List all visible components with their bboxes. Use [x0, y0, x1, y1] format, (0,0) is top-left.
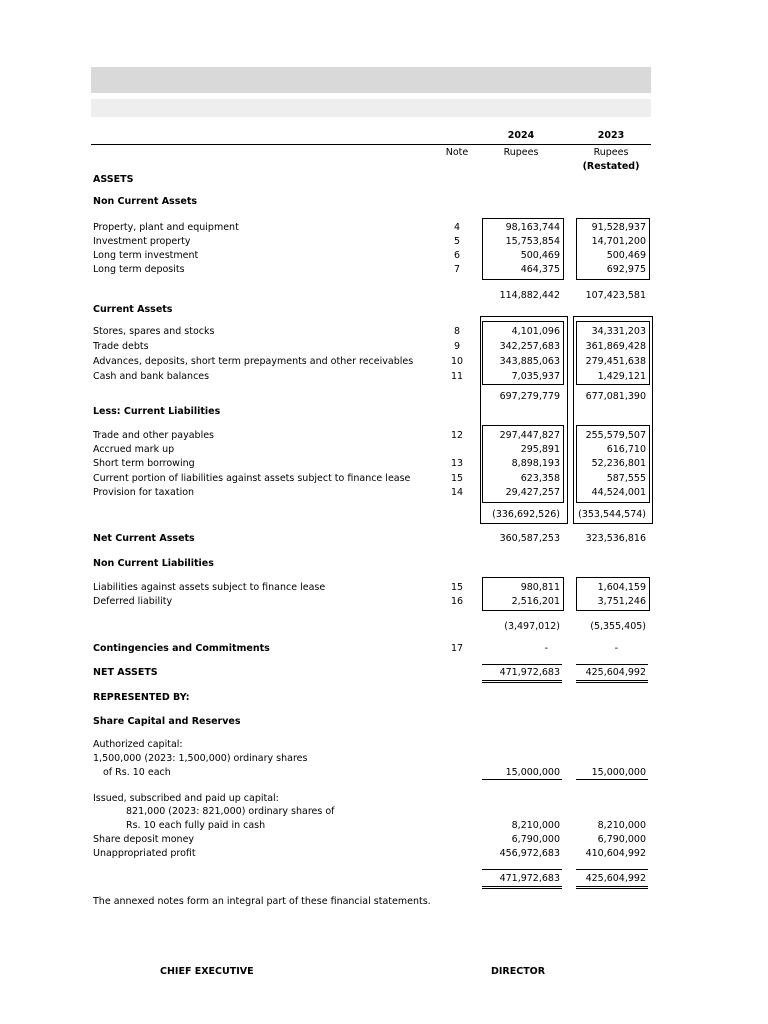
row-note: 5: [453, 236, 461, 247]
contingencies-label: Contingencies and Commitments: [93, 643, 270, 654]
row-value-2023: 3,751,246: [597, 596, 646, 607]
authorized-rule-2023: [576, 779, 648, 780]
row-note: 12: [450, 430, 464, 441]
ncl-total-2023: (5,355,405): [590, 621, 646, 632]
net-current-assets-label: Net Current Assets: [93, 533, 195, 544]
row-note: 7: [453, 264, 461, 275]
contingencies-2024: -: [544, 643, 548, 654]
row-value-2023: 1,429,121: [597, 371, 646, 382]
row-label: Provision for taxation: [93, 487, 195, 498]
row-value-2023: 692,975: [606, 264, 646, 275]
row-value-2023: 44,524,001: [591, 487, 646, 498]
unit-2023: Rupees: [593, 147, 629, 158]
footnote: The annexed notes form an integral part of these financial statements.: [93, 896, 431, 907]
row-value-2024: 8,898,193: [511, 458, 560, 469]
authorized-rule-2024: [482, 779, 562, 780]
equity-top-rule-2023: [576, 869, 648, 870]
authorized-2024: 15,000,000: [505, 767, 560, 778]
row-note: 10: [450, 356, 464, 367]
row-label: Advances, deposits, short term prepayments and other receivables: [93, 356, 414, 367]
row-note: 14: [450, 487, 464, 498]
row-value-2023: 91,528,937: [591, 222, 646, 233]
subtitle-bar: [91, 99, 651, 117]
less-current-liabilities-heading: Less: Current Liabilities: [93, 406, 221, 417]
share-deposit-2023: 6,790,000: [597, 834, 646, 845]
authorized-line-3: of Rs. 10 each: [103, 767, 171, 778]
nca-total-2023: 107,423,581: [585, 290, 646, 301]
ca-total-2023: 677,081,390: [585, 391, 646, 402]
row-value-2024: 15,753,854: [505, 236, 560, 247]
issued-line-3: Rs. 10 each fully paid in cash: [126, 820, 266, 831]
net-current-assets-2024: 360,587,253: [499, 533, 560, 544]
row-note: 9: [453, 341, 461, 352]
row-label: Long term investment: [93, 250, 199, 261]
cl-total-2023: (353,544,574): [578, 509, 646, 520]
row-value-2024: 4,101,096: [511, 326, 560, 337]
non-current-liabilities-heading: Non Current Liabilities: [93, 558, 214, 569]
row-value-2023: 361,869,428: [585, 341, 646, 352]
issued-line-1: Issued, subscribed and paid up capital:: [93, 793, 279, 804]
row-value-2023: 616,710: [606, 444, 646, 455]
note-header: Note: [445, 147, 469, 158]
row-label: Deferred liability: [93, 596, 173, 607]
ca-total-2024: 697,279,779: [499, 391, 560, 402]
assets-heading: ASSETS: [93, 174, 134, 185]
row-value-2023: 500,469: [606, 250, 646, 261]
row-note: 15: [450, 582, 464, 593]
net-assets-top-rule-2024: [482, 664, 562, 665]
title-bar: [91, 67, 651, 93]
director-signature-label: DIRECTOR: [491, 966, 546, 977]
share-deposit-2024: 6,790,000: [511, 834, 560, 845]
row-label: Current portion of liabilities against assets subject to finance lease: [93, 473, 411, 484]
row-label: Investment property: [93, 236, 191, 247]
year-2023-header: 2023: [597, 130, 625, 141]
row-value-2024: 2,516,201: [511, 596, 560, 607]
unit-2024: Rupees: [503, 147, 539, 158]
row-label: Trade and other payables: [93, 430, 215, 441]
row-label: Accrued mark up: [93, 444, 175, 455]
row-value-2024: 343,885,063: [499, 356, 560, 367]
authorized-line-2: 1,500,000 (2023: 1,500,000) ordinary shares: [93, 753, 308, 764]
row-label: Stores, spares and stocks: [93, 326, 215, 337]
row-value-2024: 980,811: [520, 582, 560, 593]
row-value-2024: 464,375: [520, 264, 560, 275]
contingencies-note: 17: [450, 643, 464, 654]
row-note: 16: [450, 596, 464, 607]
equity-top-rule-2024: [482, 869, 562, 870]
unappropriated-label: Unappropriated profit: [93, 848, 196, 859]
authorized-line-1: Authorized capital:: [93, 739, 183, 750]
row-label: Short term borrowing: [93, 458, 195, 469]
row-label: Trade debts: [93, 341, 149, 352]
row-value-2023: 1,604,159: [597, 582, 646, 593]
issued-line-2: 821,000 (2023: 821,000) ordinary shares of: [126, 806, 335, 817]
row-note: 11: [450, 371, 464, 382]
net-current-assets-2023: 323,536,816: [585, 533, 646, 544]
row-label: Liabilities against assets subject to finance lease: [93, 582, 326, 593]
net-assets-label: NET ASSETS: [93, 667, 158, 678]
restated-label: (Restated): [582, 161, 640, 172]
equity-double-rule-2024: [482, 886, 562, 889]
cl-total-2024: (336,692,526): [492, 509, 560, 520]
nca-total-2024: 114,882,442: [499, 290, 560, 301]
net-assets-double-rule-2024: [482, 680, 562, 683]
net-assets-2024: 471,972,683: [499, 667, 560, 678]
unappropriated-2024: 456,972,683: [499, 848, 560, 859]
non-current-assets-heading: Non Current Assets: [93, 196, 198, 207]
contingencies-2023: -: [614, 643, 618, 654]
row-label: Long term deposits: [93, 264, 185, 275]
share-deposit-label: Share deposit money: [93, 834, 195, 845]
year-2024-header: 2024: [507, 130, 535, 141]
row-value-2023: 14,701,200: [591, 236, 646, 247]
row-note: 8: [453, 326, 461, 337]
row-value-2023: 587,555: [606, 473, 646, 484]
share-capital-heading: Share Capital and Reserves: [93, 716, 241, 727]
row-note: 4: [453, 222, 461, 233]
row-value-2024: 342,257,683: [499, 341, 560, 352]
row-value-2023: 52,236,801: [591, 458, 646, 469]
row-value-2023: 255,579,507: [585, 430, 646, 441]
row-value-2024: 623,358: [520, 473, 560, 484]
equity-total-2023: 425,604,992: [585, 873, 646, 884]
chief-executive-signature-label: CHIEF EXECUTIVE: [160, 966, 254, 977]
row-label: Property, plant and equipment: [93, 222, 239, 233]
unappropriated-2023: 410,604,992: [585, 848, 646, 859]
header-rule: [91, 144, 651, 145]
row-value-2023: 34,331,203: [591, 326, 646, 337]
net-assets-top-rule-2023: [576, 664, 648, 665]
ncl-total-2024: (3,497,012): [504, 621, 560, 632]
row-value-2024: 98,163,744: [505, 222, 560, 233]
issued-2024: 8,210,000: [511, 820, 560, 831]
row-note: 15: [450, 473, 464, 484]
represented-by-heading: REPRESENTED BY:: [93, 692, 190, 703]
authorized-2023: 15,000,000: [591, 767, 646, 778]
equity-total-2024: 471,972,683: [499, 873, 560, 884]
row-note: 13: [450, 458, 464, 469]
net-assets-2023: 425,604,992: [585, 667, 646, 678]
row-value-2023: 279,451,638: [585, 356, 646, 367]
row-label: Cash and bank balances: [93, 371, 210, 382]
row-value-2024: 500,469: [520, 250, 560, 261]
row-note: 6: [453, 250, 461, 261]
net-assets-double-rule-2023: [576, 680, 648, 683]
row-value-2024: 29,427,257: [505, 487, 560, 498]
equity-double-rule-2023: [576, 886, 648, 889]
row-value-2024: 297,447,827: [499, 430, 560, 441]
row-value-2024: 295,891: [520, 444, 560, 455]
row-value-2024: 7,035,937: [511, 371, 560, 382]
current-assets-heading: Current Assets: [93, 304, 173, 315]
issued-2023: 8,210,000: [597, 820, 646, 831]
